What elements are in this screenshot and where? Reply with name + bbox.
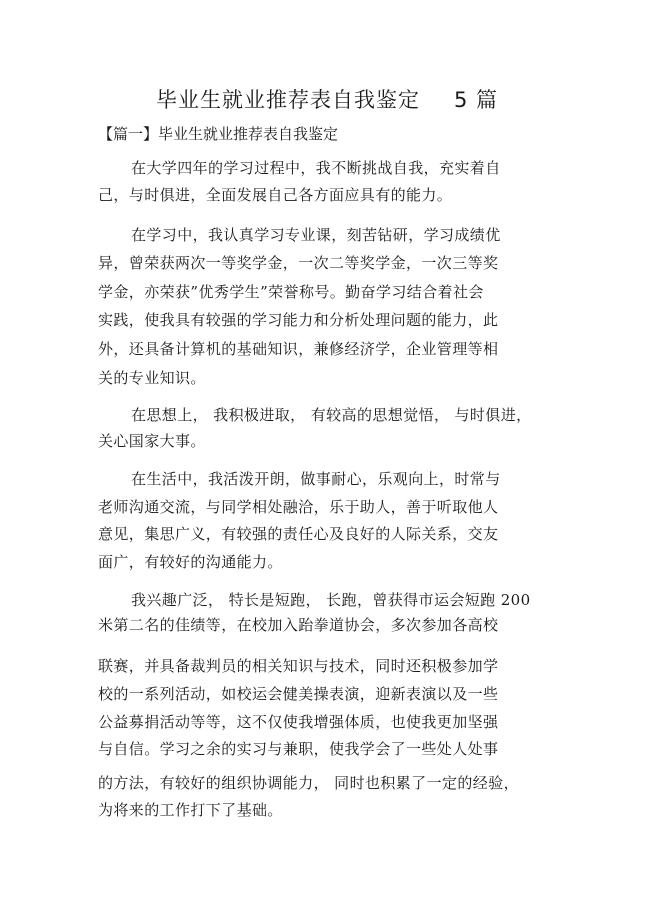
paragraph-line: 意见，集思广义，有较强的责任心及良好的人际关系，交友 [98,525,499,543]
paragraph-line: 在生活中，我活泼开朗，做事耐心，乐观向上，时常与 [131,470,501,488]
paragraph-line: 老师沟通交流，与同学相处融洽，乐于助人，善于听取他人 [98,498,499,516]
title-count: 5 篇 [454,88,499,112]
paragraph-line: 学金，亦荣获”优秀学生”荣誉称号。勤奋学习结合着社会 [98,283,484,301]
paragraph-line: 的方法，有较好的组织协调能力， 同时也积累了一定的经验， [98,774,519,792]
section-heading: 【篇一】毕业生就业推荐表自我鉴定 [98,125,339,143]
paragraph-line: 米第二名的佳绩等，在校加入跆拳道协会，多次参加各高校 [98,616,499,634]
paragraph-line: 异，曾荣获两次一等奖学金，一次二等奖学金，一次三等奖 [98,254,499,272]
paragraph-line: 在大学四年的学习过程中，我不断挑战自我，充实着自 [131,159,501,177]
paragraph-line: 关心国家大事。 [98,432,206,450]
paragraph-line: 外，还具备计算机的基础知识，兼修经济学，企业管理等相 [98,340,499,358]
paragraph-line: 公益募捐活动等等，这不仅使我增强体质，也使我更加坚强 [98,713,499,731]
paragraph-line: 联赛，并具备裁判员的相关知识与技术，同时还积极参加学 [98,657,499,675]
paragraph-line: 己，与时俱进，全面发展自己各方面应具有的能力。 [98,186,453,204]
paragraph-line: 为将来的工作打下了基础。 [98,801,283,819]
paragraph-line: 在学习中，我认真学习专业课，刻苦钻研，学习成绩优 [131,226,501,244]
paragraph-line: 我兴趣广泛， 特长是短跑， 长跑，曾获得市运会短跑 200 [131,591,531,609]
paragraph-line: 关的专业知识。 [98,369,206,387]
paragraph-line: 面广，有较好的沟通能力。 [98,553,283,571]
page-title [156,84,498,114]
paragraph-line: 实践，使我具有较强的学习能力和分析处理问题的能力，此 [98,311,499,329]
title-text: 毕业生就业推荐表自我鉴定 [156,88,420,112]
paragraph-line: 校的一系列活动，如校运会健美操表演，迎新表演以及一些 [98,685,499,703]
paragraph-line: 与自信。学习之余的实习与兼职，使我学会了一些处人处事 [98,740,499,758]
paragraph-line: 在思想上， 我积极进取， 有较高的思想觉悟， 与时俱进， [131,406,532,424]
